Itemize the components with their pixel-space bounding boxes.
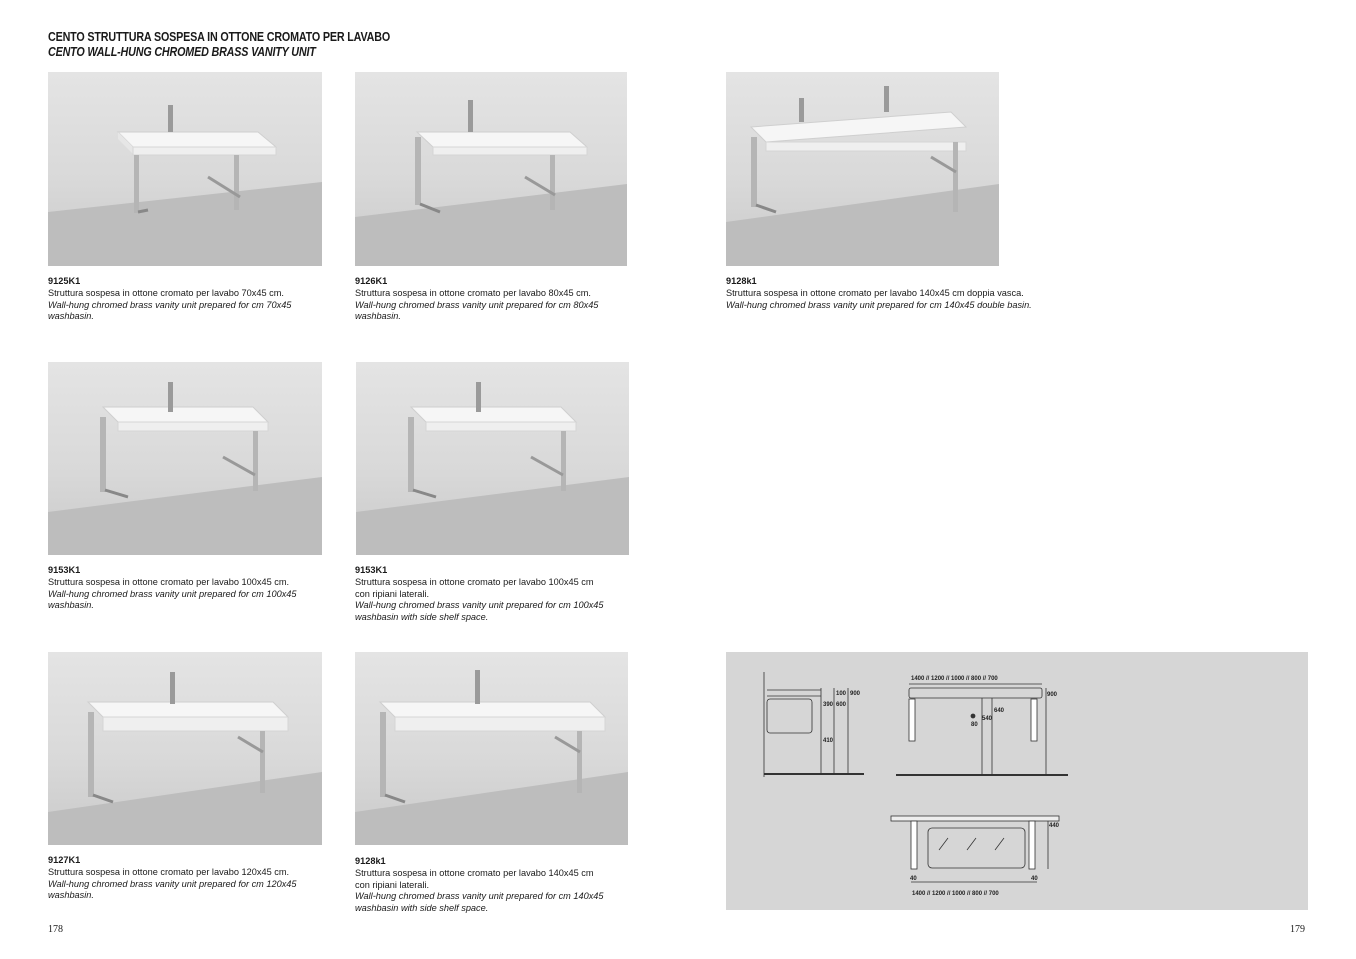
dim-front-80: 80 [971, 722, 978, 728]
description-italian: Struttura sospesa in ottone cromato per lavabo 140x45 cm [355, 867, 594, 878]
caption-9125K1 [48, 276, 328, 323]
description-english: Wall-hung chromed brass vanity unit prepared for cm 120x45 [48, 878, 297, 889]
product-code: 9127K1 [48, 855, 81, 865]
dim-front-width: 1400 // 1200 // 1000 // 800 // 700 [911, 676, 998, 682]
dim-side-390: 390 [823, 702, 834, 708]
product-photo-9125K1 [48, 72, 322, 266]
description-english-line2: washbasin. [355, 311, 401, 322]
page-number-right: 179 [1290, 924, 1305, 935]
page-header [48, 30, 446, 60]
caption-9128k1-double [726, 276, 1086, 311]
dim-top-40-left: 40 [910, 876, 917, 882]
product-photo-9127K1 [48, 652, 322, 845]
side-view [764, 672, 864, 777]
product-code: 9128k1 [726, 276, 757, 286]
product-code: 9153K1 [48, 565, 81, 575]
dim-top-40-right: 40 [1031, 876, 1038, 882]
caption-9153K1-shelf [355, 565, 635, 624]
product-photo-9126K1 [355, 72, 627, 266]
top-view [891, 816, 1059, 882]
front-view [896, 684, 1068, 775]
description-english-line2: washbasin with side shelf space. [355, 612, 489, 623]
description-italian-line2: con ripiani laterali. [355, 588, 430, 599]
description-italian: Struttura sospesa in ottone cromato per lavabo 100x45 cm [355, 576, 594, 587]
caption-9127K1 [48, 855, 328, 902]
product-code: 9125K1 [48, 276, 81, 286]
dim-side-410: 410 [823, 738, 834, 744]
title-italian: CENTO STRUTTURA SOSPESA IN OTTONE CROMATO PER LAVABO [48, 30, 391, 44]
description-english: Wall-hung chromed brass vanity unit prepared for cm 100x45 [355, 600, 604, 611]
description-english: Wall-hung chromed brass vanity unit prepared for cm 140x45 [355, 891, 604, 902]
description-italian: Struttura sospesa in ottone cromato per lavabo 80x45 cm. [355, 287, 591, 298]
product-photo-9128k1-double [726, 72, 999, 266]
technical-drawing-svg [726, 652, 1308, 910]
product-code: 9126K1 [355, 276, 388, 286]
description-english-line2: washbasin with side shelf space. [355, 903, 489, 914]
description-english: Wall-hung chromed brass vanity unit prepared for cm 70x45 [48, 299, 292, 310]
description-english: Wall-hung chromed brass vanity unit prepared for cm 80x45 [355, 299, 599, 310]
caption-9128k1-shelf [355, 856, 635, 915]
product-photo-9153K1 [48, 362, 322, 555]
dim-side-100: 100 [836, 691, 847, 697]
description-english-line2: washbasin. [48, 600, 94, 611]
dim-front-900: 900 [1047, 692, 1058, 698]
dim-side-600: 600 [836, 702, 847, 708]
description-english: Wall-hung chromed brass vanity unit prepared for cm 100x45 [48, 588, 297, 599]
dim-top-440: 440 [1049, 823, 1060, 829]
product-code: 9128k1 [355, 856, 386, 866]
dim-front-640: 640 [994, 708, 1005, 714]
product-photo-9128k1-shelf [355, 652, 628, 845]
technical-drawing [726, 652, 1308, 910]
dim-side-900: 900 [850, 691, 861, 697]
description-italian: Struttura sospesa in ottone cromato per lavabo 140x45 cm doppia vasca. [726, 287, 1024, 298]
title-english: CENTO WALL-HUNG CHROMED BRASS VANITY UNIT [48, 45, 316, 59]
description-english: Wall-hung chromed brass vanity unit prepared for cm 140x45 double basin. [726, 299, 1032, 310]
dim-top-width: 1400 // 1200 // 1000 // 800 // 700 [912, 891, 999, 897]
description-english-line2: washbasin. [48, 890, 94, 901]
product-photo-9153K1-shelf [356, 362, 629, 555]
dim-front-540: 540 [982, 716, 993, 722]
description-italian: Struttura sospesa in ottone cromato per lavabo 70x45 cm. [48, 287, 284, 298]
page-number-left: 178 [48, 924, 63, 935]
product-code: 9153K1 [355, 565, 388, 575]
description-italian: Struttura sospesa in ottone cromato per lavabo 120x45 cm. [48, 866, 290, 877]
caption-9126K1 [355, 276, 635, 323]
description-italian: Struttura sospesa in ottone cromato per lavabo 100x45 cm. [48, 576, 290, 587]
caption-9153K1 [48, 565, 328, 612]
description-english-line2: washbasin. [48, 311, 94, 322]
description-italian-line2: con ripiani laterali. [355, 879, 430, 890]
